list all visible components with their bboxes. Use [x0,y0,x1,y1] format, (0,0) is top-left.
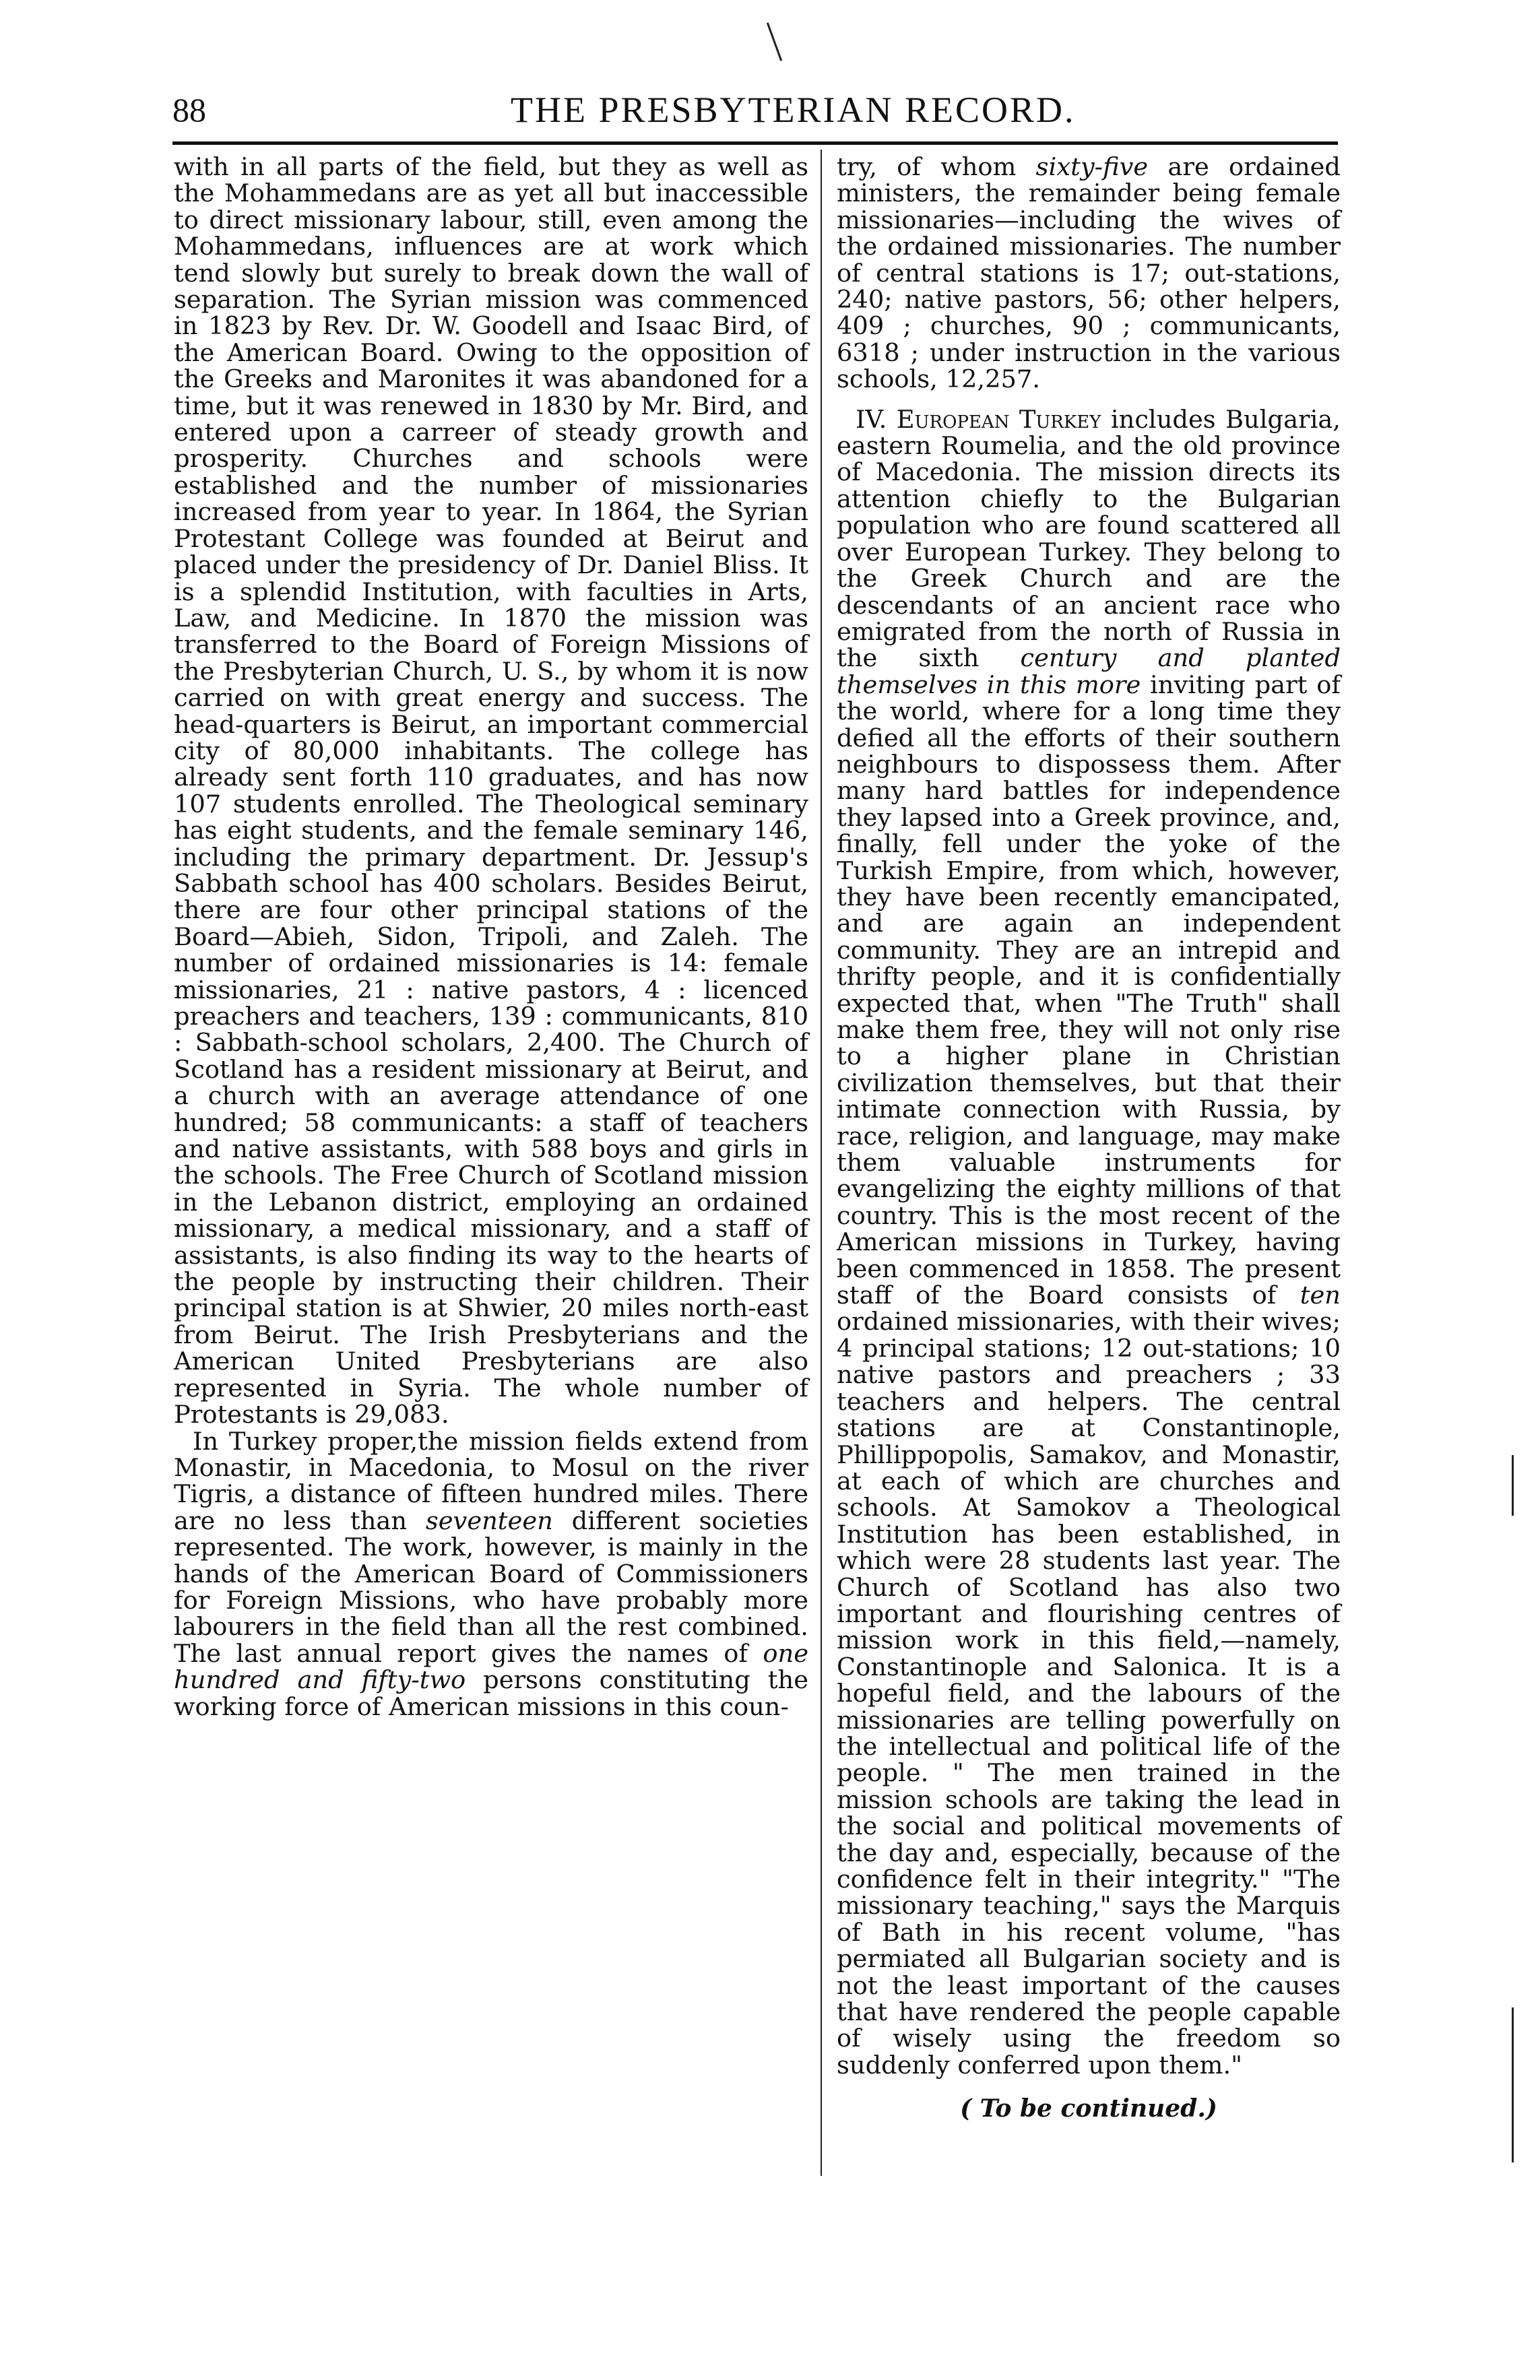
section-heading: European Turkey [896,404,1101,434]
right-paragraph-1-start: try, of whom [837,152,1036,181]
header-rule [172,141,1338,145]
left-paragraph-2 [174,1428,808,1720]
right-column [837,154,1341,2123]
right-paragraph-2-emphasis-ten: ten [1300,1281,1341,1310]
section-number: IV. [856,404,897,434]
left-column [174,154,808,1720]
right-paragraph-2-part-b: inviting part of the world, where for a long time they defied all the efforts of their southern neighbours to dispossess them. After many hard battles for independence they lapsed into a Greek province, and, finally, fell under the yoke of the Turkish Empire, from which, however, they have been recently emancipated, and are again an independent community. They are an intrepid and thrifty people, and it is confidentially expected that, when "The Truth" shall make them free, they will not only rise to a higher plane in Christian civilization themselves, but that their intimate connection with Russia, by race, religion, and language, may make them valuable instruments for evangelizing the eighty millions of that country. This is the most recent of the American missions in Turkey, having been commenced in 1858. The present staff of the Board consists of [837,670,1341,1310]
left-paragraph-2-emphasis-count: one hundred and fifty-two [174,1638,808,1695]
column-divider [821,150,822,2176]
running-title: THE PRESBYTERIAN RECORD. [511,90,1076,130]
left-paragraph-1: with in all parts of the field, but they as well as the Mohammedans are as yet all but inaccessible to direct missionary labour, still, even among the Mohammedans, influences are at work which tend slowly but surely to break down the wall of separation. The Syrian mission was commenced in 1823 by Rev. Dr. W. Goodell and Isaac Bird, of the American Board. Owing to the opposition of the Greeks and Maronites it was abandoned for a time, but it was renewed in 1830 by Mr. Bird, and entered upon a carreer of steady growth and prosperity. Churches and schools were established and the number of missionaries increased from year to year. In 1864, the Syrian Protestant College was founded at Beirut and placed under the presidency of Dr. Daniel Bliss. It is a splendid Institution, with faculties in Arts, Law, and Medicine. In 1870 the mission was transferred to the Board of Foreign Missions of the Presbyterian Church, U. S., by whom it is now carried on with great energy and success. The head-quarters is Beirut, an important commercial city of 80,000 inhabitants. The college has already sent forth 110 graduates, and has now 107 students enrolled. The Theological seminary has eight students, and the female seminary 146, including the primary department. Dr. Jessup's Sabbath school has 400 scholars. Besides Beirut, there are four other principal stations of the Board—Abieh, Sidon, Tripoli, and Zaleh. The number of ordained missionaries is 14: female missionaries, 21 : native pastors, 4 : licenced preachers and teachers, 139 : communicants, 810 : Sabbath-school scholars, 2,400. The Church of Scotland has a resident missionary at Beirut, and a church with an average attendance of one hundred; 58 communicants: a staff of teachers and native assistants, with 588 boys and girls in the schools. The Free Church of Scotland mission in the Lebanon district, employing an ordained missionary, a medical missionary, and a staff of assistants, is also finding its way to the hearts of the people by instructing their children. Their principal station is at Shwier, 20 miles north-east from Beirut. The Irish Presbyterians and the American United Presbyterians are also represented in Syria. The whole number of Protestants is 29,083. [174,152,808,1429]
to-be-continued: ( To be continued.) [960,2094,1217,2123]
right-paragraph-2-part-a: includes Bulgaria, eastern Roumelia, and the old province of Macedonia. The mission directs its attention chiefly to the Bulgarian population who are found scattered all over European Turkey. They belong to the Greek Church and are the descendants of an ancient race who emigrated from the north of Russia in the sixth [837,404,1341,673]
left-paragraph-2-end: persons constituting the working force of American missions in this coun- [174,1665,808,1721]
right-paragraph-2-part-c: ordained missionaries, with their wives; 4 principal stations; 12 out-stations; 10 native pastors and preachers ; 33 teachers and helpers. The central stations are at Constantinople, Phillippopolis, Samakov, and Monastir, at each of which are churches and schools. At Samokov a Theological Institution has been established, in which were 28 students last year. The Church of Scotland has also two important and flourishing centres of mission work in this field,—namely, Constantinople and Salonica. It is a hopeful field, and the labours of the missionaries are telling powerfully on the intellectual and political life of the people. " The men trained in the mission schools are taking the lead in the social and political movements of the day and, especially, because of the confidence felt in their integrity." "The missionary teaching," says the Marquis of Bath in his recent volume, "has permiated all Bulgarian society and is not the least important of the causes that have rendered the people capable of wisely using the freedom so suddenly conferred upon them." [837,1307,1341,2080]
left-paragraph-2-start: In Turkey proper,the mission fields extend from Monastir, in Macedonia, to Mosul on the river Tigris, a distance of fifteen hundred miles. There are no less than [174,1426,808,1535]
left-paragraph-2-middle: different societies represented. The work, however, is mainly in the hands of the American Board of Commissioners for Foreign Missions, who have probably more labourers in the field than all the rest combined. The last annual report gives the names of [174,1506,808,1668]
left-paragraph-2-emphasis-seventeen: seventeen [425,1506,553,1535]
right-edge-mark-lower [1512,2007,1514,2162]
right-paragraph-1 [837,154,1341,393]
right-edge-mark [1512,1455,1514,1516]
right-paragraph-1-end: are ordained ministers, the remainder being female missionaries—including the wives of the ordained missionaries. The number of central stations is 17; out-stations, 240; native pastors, 56; other helpers, 409 ; churches, 90 ; communicants, 6318 ; under instruction in the various schools, 12,257. [837,152,1341,394]
page-header [172,86,1354,140]
page-number: 88 [172,91,206,129]
right-paragraph-1-emphasis: sixty-five [1035,152,1149,181]
right-paragraph-2 [837,406,1341,2079]
right-paragraph-2-emphasis-century: century and planted themselves in this more [837,643,1341,699]
margin-mark [767,22,782,61]
